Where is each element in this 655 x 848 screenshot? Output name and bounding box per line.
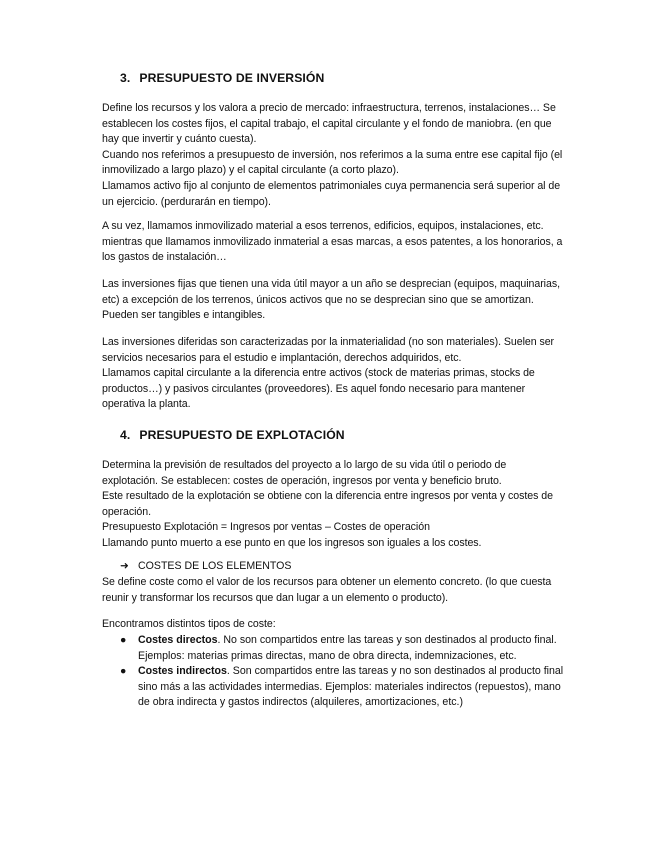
section-3-number: 3. (120, 71, 131, 85)
section-4-heading (120, 428, 345, 442)
paragraph-tipos-coste: Encontramos distintos tipos de coste: (102, 618, 276, 630)
section-3-title: PRESUPUESTO DE INVERSIÓN (139, 71, 325, 85)
term-costes-directos: Costes directos (138, 634, 218, 646)
text-costes-indirectos: . Son compartidos entre las tareas y no son destinados al producto final sino más a las actividades intermedias. Ejemplos: materiales indirectos (repuestos), mano de obra indirecta y gastos indirectos (alquileres, amortizaciones, etc.) (138, 665, 564, 709)
list-item-costes-directos (120, 633, 566, 664)
paragraph-activo-fijo: Llamamos activo fijo al conjunto de elementos patrimoniales cuya permanencia será superior al de un ejercicio. (perdurarán en tiempo). (102, 179, 561, 208)
term-costes-indirectos: Costes indirectos (138, 665, 227, 678)
paragraph-inmovilizado: A su vez, llamamos inmovilizado material a esos terrenos, edificios, equipos, instalaciones, etc. mientras que llamamos inmovilizado inmaterial a esas marcas, a esos patentes, a los honorarios, a los gastos de instalación… (102, 220, 563, 264)
paragraph-define-recursos: Define los recursos y los valora a precio de mercado: infraestructura, terrenos, instalaciones… Se establecen los costes fijos, el capital trabajo, el capital circulante y el fondo de maniobra. (en que hay que invertir y cuánto cuesta). (102, 102, 556, 146)
paragraph-inversiones-diferidas: Las inversiones diferidas son caracterizadas por la inmaterialidad (no son materiales). Suelen ser servicios necesarios para el estudio e implantación, derechos adquiridos, etc. (102, 336, 555, 364)
arrow-right-icon: ➜ (120, 560, 129, 572)
costes-definition-block (102, 575, 564, 606)
section-3-heading (120, 71, 324, 85)
paragraph-capital-circulante: Llamamos capital circulante a la diferencia entre activos (stock de materias primas, stocks de productos…) y pasivos circulantes (proveedores). Es aquel fondo necesario para mantener operativa la planta. (102, 367, 535, 411)
paragraph-define-coste: Se define coste como el valor de los recursos para obtener un elemento concreto. (lo que cuesta reunir y transformar los recursos que dan lugar a un elemento o producto). (102, 576, 552, 604)
bullet-icon: ● (120, 634, 127, 646)
section-3-inversiones-fijas-block (102, 277, 564, 324)
costes-types-list (120, 633, 566, 711)
section-3-intro-block (102, 101, 564, 210)
costes-elementos-subheading (120, 559, 291, 575)
section-3-diferidas-block (102, 335, 564, 413)
section-4-title: PRESUPUESTO DE EXPLOTACIÓN (139, 428, 345, 442)
section-3-inmovilizado-block (102, 219, 564, 266)
bullet-icon: ● (120, 665, 127, 678)
paragraph-determina-prevision: Determina la previsión de resultados del proyecto a lo largo de su vida útil o periodo de explotación. Se establecen: costes de operación, ingresos por venta y beneficio bruto. (102, 459, 507, 487)
list-item-costes-indirectos (120, 664, 566, 711)
paragraph-formula-explotacion: Presupuesto Explotación = Ingresos por ventas – Costes de operación (102, 521, 430, 534)
section-4-intro-block (102, 458, 564, 552)
costes-elementos-label: COSTES DE LOS ELEMENTOS (138, 560, 292, 572)
section-4-number: 4. (120, 428, 131, 442)
paragraph-inversiones-fijas: Las inversiones fijas que tienen una vida útil mayor a un año se desprecian (equipos, maquinarias, etc) a excepción de los terrenos, únicos activos que no se desprecian sino que se amortizan. Pueden ser tangibles e intangibles. (102, 278, 560, 322)
paragraph-presupuesto-inversion: Cuando nos referimos a presupuesto de inversión, nos referimos a la suma entre ese capital fijo (el inmovilizado a largo plazo) y el capital circulante (a corto plazo). (102, 148, 563, 177)
text-costes-directos: . No son compartidos entre las tareas y son destinados al producto final. Ejemplos: materias primas directas, mano de obra directa, indemnizaciones, etc. (138, 634, 557, 662)
paragraph-punto-muerto: Llamando punto muerto a ese punto en que los ingresos son iguales a los costes. (102, 536, 482, 549)
paragraph-resultado-explotacion: Este resultado de la explotación se obtiene con la diferencia entre ingresos por venta y costes de operación. (102, 490, 553, 518)
costes-types-intro-block (102, 617, 564, 633)
